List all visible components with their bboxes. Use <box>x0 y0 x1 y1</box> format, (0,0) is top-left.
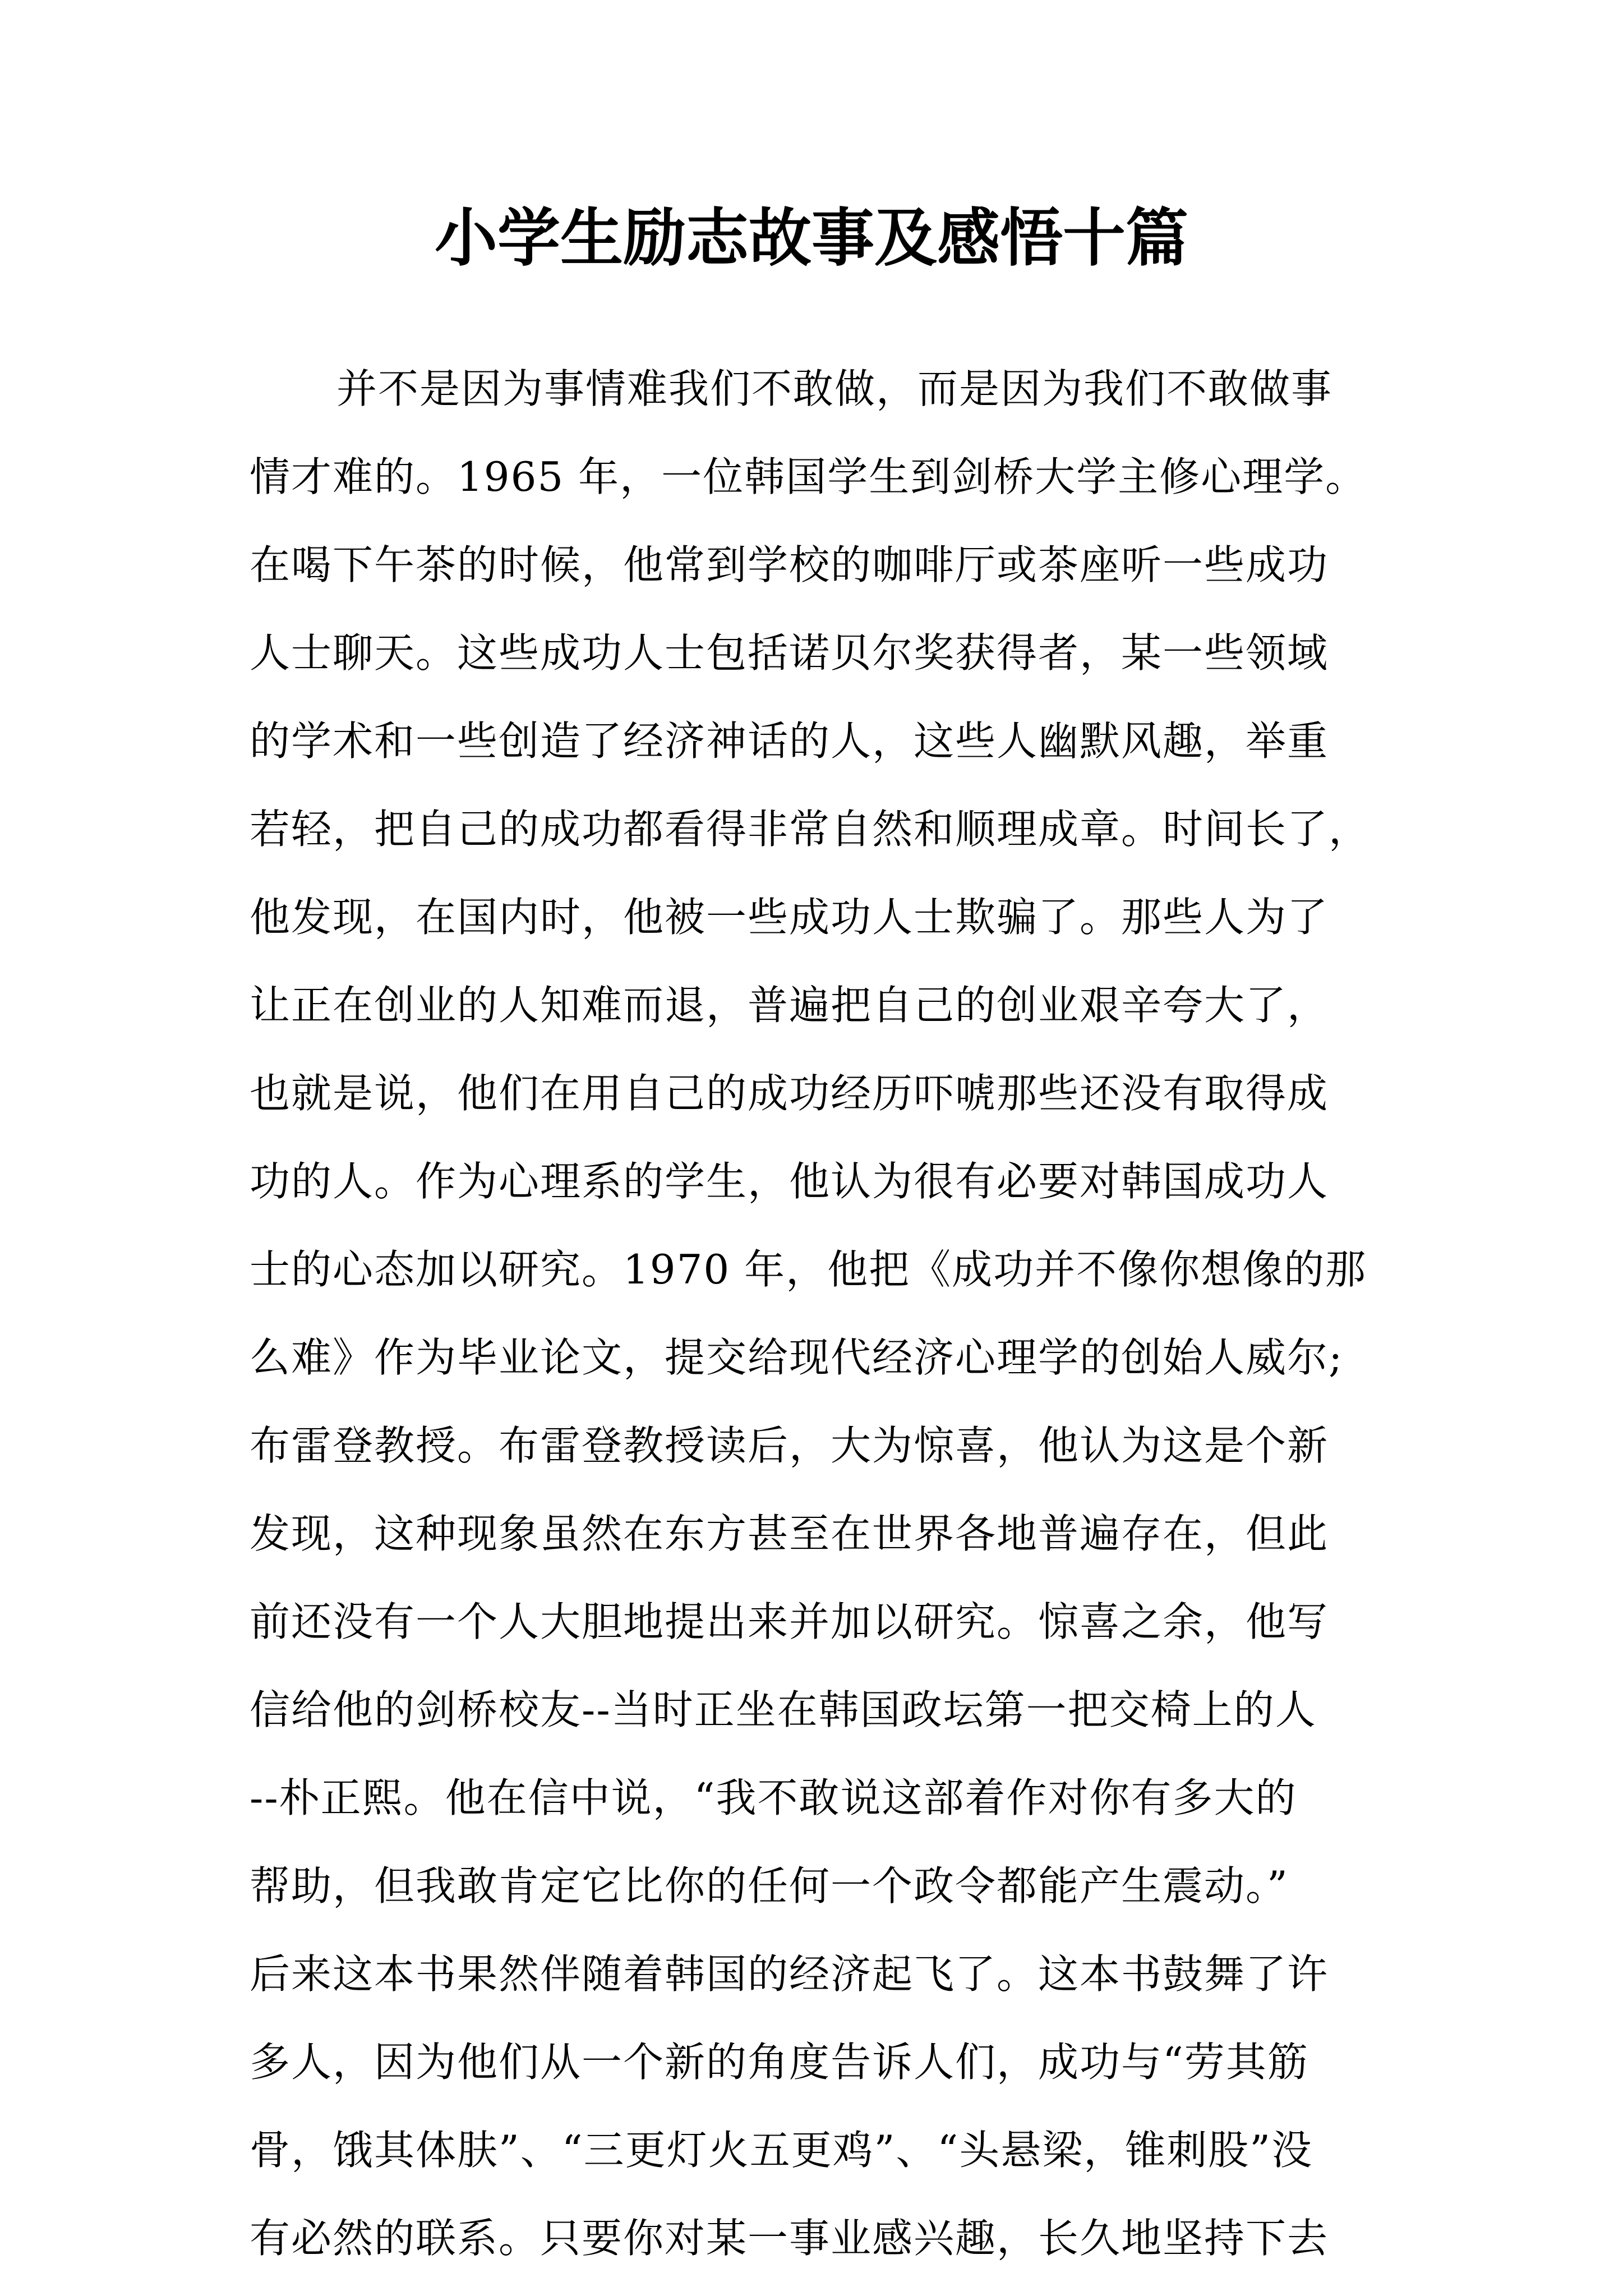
paragraph-line: 若轻，把自己的成功都看得非常自然和顺理成章。时间长了， <box>250 806 1371 853</box>
paragraph-line: 人士聊天。这些成功人士包括诺贝尔奖获得者，某一些领域 <box>250 629 1329 677</box>
paragraph-line: 的学术和一些创造了经济神话的人，这些人幽默风趣，举重 <box>250 717 1329 765</box>
paragraph-line: 情才难的。1965 年，一位韩国学生到剑桥大学主修心理学。 <box>250 453 1367 500</box>
paragraph-line: 布雷登教授。布雷登教授读后，大为惊喜，他认为这是个新 <box>250 1422 1329 1469</box>
paragraph-line: 信给他的剑桥校友--当时正坐在韩国政坛第一把交椅上的人 <box>250 1686 1317 1733</box>
paragraph-line: 士的心态加以研究。1970 年，他把《成功并不像你想像的那 <box>250 1246 1367 1293</box>
paragraph-line: 帮助，但我敢肯定它比你的任何一个政令都能产生震动。” <box>250 1862 1289 1910</box>
paragraph-line: --朴正熙。他在信中说，“我不敢说这部着作对你有多大的 <box>250 1774 1297 1821</box>
paragraph-line: 多人，因为他们从一个新的角度告诉人们，成功与“劳其筋 <box>250 2039 1309 2086</box>
paragraph-line: 后来这本书果然伴随着韩国的经济起飞了。这本书鼓舞了许 <box>250 1950 1329 1998</box>
document-title: 小学生励志故事及感悟十篇 <box>435 201 1188 275</box>
paragraph-line: 前还没有一个人大胆地提出来并加以研究。惊喜之余，他写 <box>250 1598 1329 1645</box>
paragraph-line: 并不是因为事情难我们不敢做，而是因为我们不敢做事 <box>336 365 1333 412</box>
paragraph-line: 他发现，在国内时，他被一些成功人士欺骗了。那些人为了 <box>250 894 1329 941</box>
body-paragraph <box>250 345 1394 2283</box>
paragraph-line: 也就是说，他们在用自己的成功经历吓唬那些还没有取得成 <box>250 1070 1329 1117</box>
paragraph-line: 发现，这种现象虽然在东方甚至在世界各地普遍存在，但此 <box>250 1510 1329 1557</box>
paragraph-line: 骨，饿其体肤”、“三更灯火五更鸡”、“头悬梁，锥刺股”没 <box>250 2127 1313 2174</box>
paragraph-line: 有必然的联系。只要你对某一事业感兴趣，长久地坚持下去 <box>250 2215 1329 2262</box>
paragraph-line: 功的人。作为心理系的学生，他认为很有必要对韩国成功人 <box>250 1158 1329 1205</box>
paragraph-line: 在喝下午茶的时候，他常到学校的咖啡厅或茶座听一些成功 <box>250 541 1329 588</box>
paragraph-line: 么难》作为毕业论文，提交给现代经济心理学的创始人威尔; <box>250 1334 1344 1381</box>
paragraph-line: 让正在创业的人知难而退，普遍把自己的创业艰辛夸大了， <box>250 982 1329 1029</box>
